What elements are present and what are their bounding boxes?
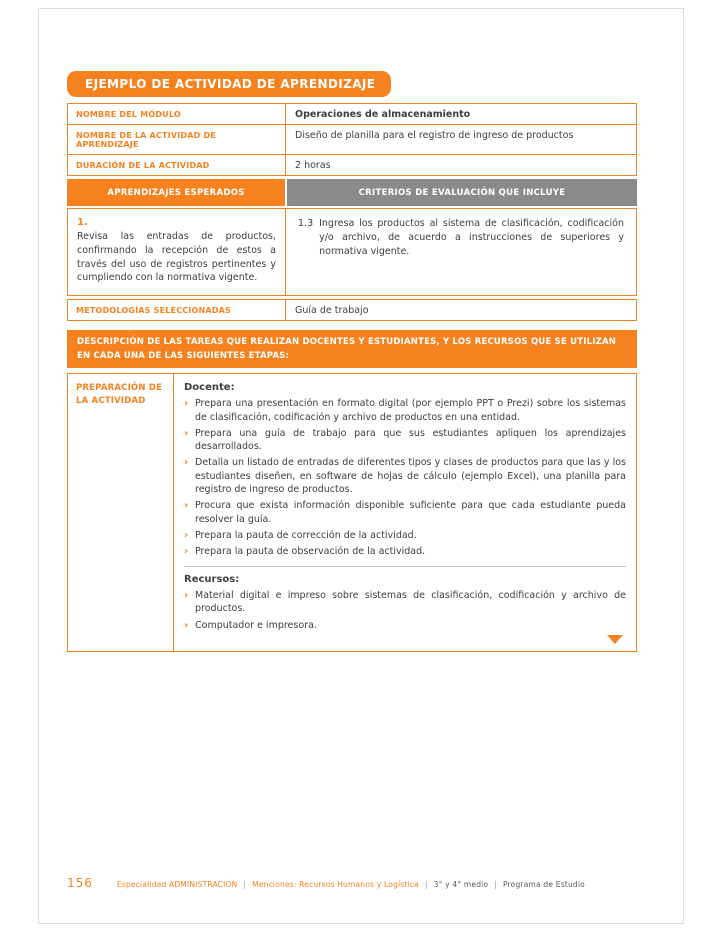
criterion-number: 1.3 <box>298 218 314 229</box>
list-item <box>184 545 626 559</box>
task-text: Prepara la pauta de corrección de la actividad. <box>195 529 417 541</box>
footer-program: Programa de Estudio <box>502 880 585 889</box>
table-row <box>68 104 636 124</box>
footer-separator: | <box>424 880 428 889</box>
footer-specialty: Especialidad ADMINISTRACIÓN <box>116 880 238 889</box>
methodologies-value: Guía de trabajo <box>295 305 369 317</box>
chevron-bullet-icon: › <box>184 398 189 410</box>
continuation-arrow-icon <box>607 635 623 644</box>
resource-text: Computador e impresora. <box>195 619 317 631</box>
stage-label: PREPARACIÓN DE LA ACTIVIDAD <box>68 374 174 651</box>
task-text: Prepara una presentación en formato digital (por ejemplo PPT o Prezi) sobre los sistemas de clasificación, codificación y archivo de productos en una entidad. <box>195 398 626 423</box>
list-item <box>184 529 626 543</box>
list-item <box>184 456 626 496</box>
module-info-table <box>67 103 637 176</box>
task-text: Prepara una guía de trabajo para que sus estudiantes apliquen los aprendizajes desarrollados. <box>195 427 626 453</box>
list-item <box>184 397 626 424</box>
chevron-bullet-icon: › <box>184 427 189 439</box>
resources-heading: Recursos: <box>184 573 240 585</box>
footer-mentions: Menciones: Recursos Humanos y Logística <box>252 880 419 889</box>
criterion-text: Ingresa los productos al sistema de clasificación, codificación y/o archivo, de acuerdo a instrucciones de superiores y normativa vigente. <box>319 218 624 257</box>
table-row <box>68 124 636 154</box>
methodologies-table <box>67 299 637 321</box>
preparation-content <box>174 374 636 651</box>
task-text: Prepara la pauta de observación de la actividad. <box>195 546 426 558</box>
criteria-table <box>67 208 637 296</box>
footer-meta <box>117 880 585 889</box>
resources-list <box>184 589 626 632</box>
resource-text: Material digital e impreso sobre sistemas de clasificación, codificación y archivo de productos. <box>195 589 626 615</box>
footer-separator: | <box>494 880 497 889</box>
chevron-bullet-icon: › <box>184 619 189 631</box>
expected-learning-text: Revisa las entradas de productos, confirmando la recepción de estos a través del uso de registros pertinentes y cumpliendo con la normativa vigente. <box>77 231 276 284</box>
evaluation-criterion-cell <box>286 209 636 295</box>
expected-learning-header: APRENDIZAJES ESPERADOS <box>67 179 285 206</box>
table-row <box>68 300 636 320</box>
document-content <box>67 71 637 652</box>
methodologies-label: METODOLOGÍAS SELECCIONADAS <box>68 300 286 320</box>
chevron-bullet-icon: › <box>184 457 189 469</box>
activity-example-banner <box>67 71 391 97</box>
module-name-label: NOMBRE DEL MÓDULO <box>68 104 286 124</box>
footer-grade: 3° y 4° medio <box>433 880 489 889</box>
activity-name-value: Diseño de planilla para el registro de ingreso de productos <box>295 130 574 141</box>
duration-value: 2 horas <box>295 160 331 171</box>
table-row <box>68 154 636 175</box>
chevron-bullet-icon: › <box>184 589 189 601</box>
module-name-value: Operaciones de almacenamiento <box>295 109 471 120</box>
list-item <box>184 499 626 526</box>
duration-label: DURACIÓN DE LA ACTIVIDAD <box>68 155 286 175</box>
chevron-bullet-icon: › <box>184 500 189 512</box>
activity-name-label: NOMBRE DE LA ACTIVIDAD DE APRENDIZAJE <box>68 125 286 154</box>
chevron-bullet-icon: › <box>184 529 189 541</box>
table-row <box>68 209 636 295</box>
preparation-section <box>67 373 637 652</box>
list-item <box>184 589 626 616</box>
page-number: 156 <box>67 876 93 890</box>
task-text: Detalla un listado de entradas de diferentes tipos y clases de productos para que las y los estudiantes diseñen, en software de hojas de cálculo (ejemplo Excel), una planilla para registro de ingreso de productos. <box>195 457 626 496</box>
teacher-heading: Docente: <box>184 382 235 394</box>
tasks-description-banner: DESCRIPCIÓN DE LAS TAREAS QUE REALIZAN DOCENTES Y ESTUDIANTES, Y LOS RECURSOS QUE SE UTILIZAN EN CADA UNA DE LAS SIGUIENTES ETAPAS: <box>67 330 637 368</box>
expected-learning-number: 1. <box>77 217 88 228</box>
criterion-entry <box>298 217 624 258</box>
page-title: EJEMPLO DE ACTIVIDAD DE APRENDIZAJE <box>85 77 376 91</box>
criteria-header-row <box>67 179 637 206</box>
teacher-task-list <box>184 397 626 559</box>
footer-separator: | <box>243 880 247 889</box>
section-divider <box>184 566 626 567</box>
page-footer <box>67 876 637 890</box>
expected-learning-cell <box>68 209 286 295</box>
list-item <box>184 619 626 633</box>
evaluation-criteria-header: CRITERIOS DE EVALUACIÓN QUE INCLUYE <box>287 179 637 206</box>
task-text: Procura que exista información disponible suficiente para que cada estudiante pueda resolver la guía. <box>195 500 626 525</box>
chevron-bullet-icon: › <box>184 546 189 558</box>
list-item <box>184 427 626 454</box>
